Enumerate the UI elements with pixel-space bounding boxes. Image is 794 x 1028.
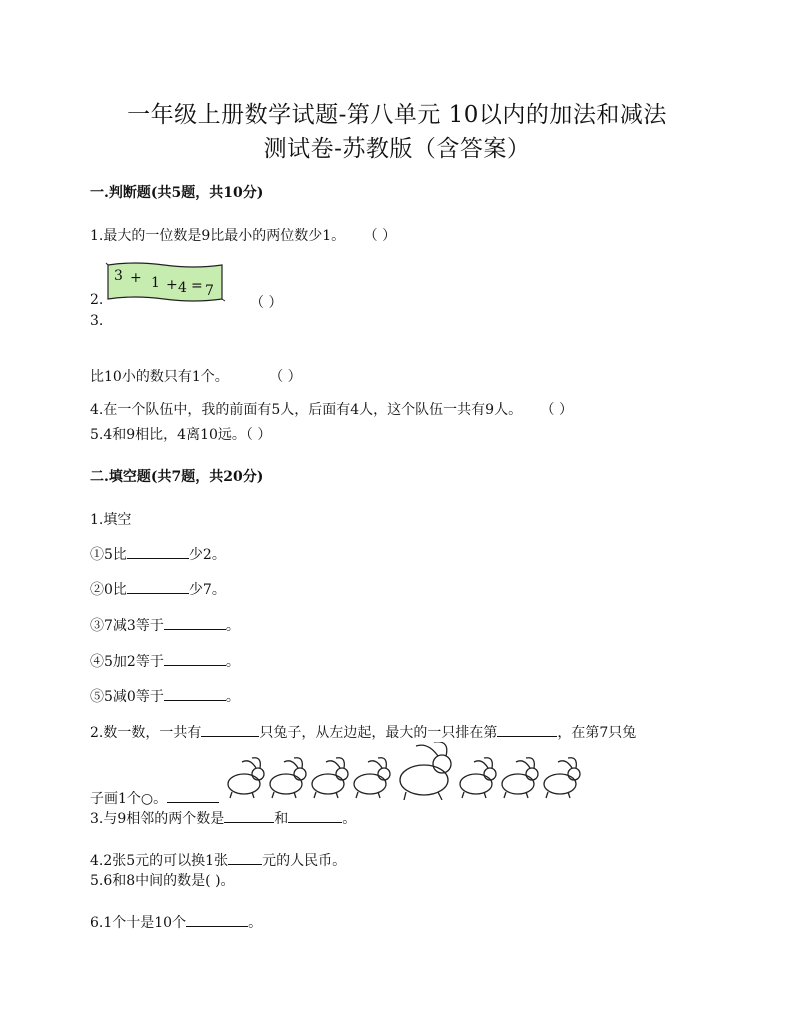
question-1 [90,225,396,245]
fill-1-e [90,686,240,706]
fill-1-c-prefix: ③7减3等于 [90,618,164,634]
banner-term-4: 4 [178,280,187,296]
fill-3-text-b: 和 [274,811,289,827]
fill-2-text-c: ，在第7只兔 [557,725,637,741]
equation-banner-image [104,259,226,305]
fill-2-blank-position[interactable] [497,724,557,737]
fill-1-e-prefix: ⑤5减0等于 [90,689,164,705]
question-3-answer-paren: （ ） [269,369,302,385]
question-2-answer-paren: （ ） [250,295,283,311]
fill-1-d [90,651,240,671]
section-heading-fill-in: 二.填空题(共7题，共20分) [90,469,264,485]
question-4-answer-paren: （ ） [540,402,573,418]
rabbit-icon [354,758,390,798]
fill-6-text-b: 。 [248,915,263,931]
rabbit-icon [228,758,264,798]
fill-1-e-suffix: 。 [225,689,240,705]
rabbit-icon [544,758,580,798]
fill-6 [90,912,262,932]
question-5: 5.4和9相比，4离10远。（ ） [90,427,272,443]
banner-equals: = [191,278,203,294]
fill-3-text-a: 3.与9相邻的两个数是 [90,811,225,827]
fill-1-e-blank[interactable] [164,688,226,701]
fill-3-blank-1[interactable] [224,810,274,823]
fill-2-blank-circle[interactable] [167,790,219,803]
fill-1-d-suffix: 。 [225,654,240,670]
fill-1-c-blank[interactable] [164,617,226,630]
title-line-1: 一年级上册数学试题-第八单元 10以内的加法和减法 [127,102,667,128]
question-1-text: 1.最大的一位数是9比最小的两位数少1。 [90,228,346,244]
fill-1-a-prefix: ①5比 [90,547,127,563]
fill-6-blank[interactable] [186,914,248,927]
fill-1-a-suffix: 少2。 [188,547,226,563]
title-line-2: 测试卷-苏教版（含答案） [263,136,531,162]
fill-1-b-prefix: ②0比 [90,582,127,598]
fill-4-text-a: 4.2张5元的可以换1张 [90,853,229,869]
fill-3-text-c: 。 [342,811,357,827]
fill-2-text-b: 只兔子，从左边起，最大的一只排在第 [259,725,498,741]
fill-1-a [90,544,226,564]
rabbit-icon [312,758,348,798]
fill-6-text-a: 6.1个十是10个 [90,915,187,931]
fill-3 [90,808,356,828]
banner-result-7: 7 [205,283,214,299]
fill-2-line-2 [90,788,219,808]
banner-term-1: 1 [151,275,160,291]
rabbit-icon [270,758,306,798]
fill-1-d-prefix: ④5加2等于 [90,654,164,670]
fill-2-line-1 [90,722,636,742]
fill-4 [90,850,346,870]
fill-1-b-suffix: 少7。 [188,582,226,598]
fill-1-b-blank[interactable] [127,581,189,594]
banner-plus-2: + [166,277,178,293]
question-3 [90,366,302,386]
big-rabbit-icon [400,742,451,800]
fill-2-blank-count[interactable] [201,724,259,737]
rabbit-icon [502,758,538,798]
question-3-number: 3. [90,313,104,329]
fill-1-heading: 1.填空 [90,512,132,528]
fill-1-a-blank[interactable] [127,546,189,559]
fill-4-text-b: 元的人民币。 [262,853,347,869]
banner-term-3: 3 [114,268,123,284]
question-3-text: 比10小的数只有1个。 [90,369,229,385]
rabbits-image [222,742,594,800]
fill-2-text-d: 子画1个○。 [90,791,168,807]
fill-5: 5.6和8中间的数是( )。 [90,873,235,889]
question-4-text: 4.在一个队伍中，我的前面有5人，后面有4人，这个队伍一共有9人。 [90,402,523,418]
banner-plus-1: + [130,270,142,286]
question-4 [90,399,573,419]
fill-1-c [90,615,240,635]
fill-1-c-suffix: 。 [225,618,240,634]
question-1-answer-paren: （ ） [363,228,397,244]
fill-2-text-a: 2.数一数，一共有 [90,725,202,741]
rabbit-icon [460,758,496,798]
fill-4-blank[interactable] [228,852,262,865]
fill-1-b [90,579,226,599]
fill-3-blank-2[interactable] [288,810,342,823]
question-2-number: 2. [90,292,104,308]
section-heading-judgement: 一.判断题(共5题，共10分) [90,185,264,201]
fill-1-d-blank[interactable] [164,653,226,666]
